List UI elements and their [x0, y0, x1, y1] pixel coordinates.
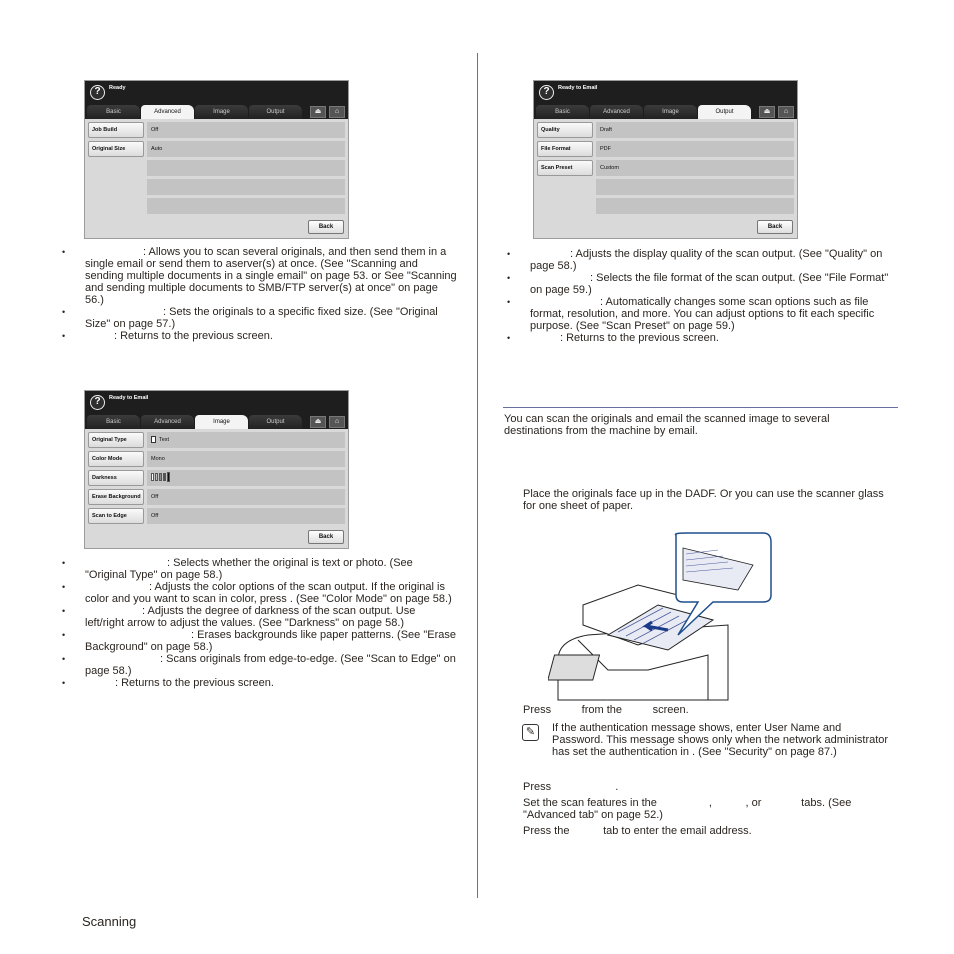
option-row [537, 160, 794, 176]
list-item: • : Sets the originals to a specific fixed size. (See "Original Size" on page 57.) [62, 306, 457, 330]
column-divider [477, 53, 478, 898]
empty-row [88, 160, 345, 176]
color-mode-value: Mono [147, 451, 345, 467]
option-row [88, 432, 345, 448]
option-row [88, 122, 345, 138]
scan-to-edge-button[interactable]: Scan to Edge [88, 508, 144, 524]
back-button[interactable]: Back [308, 220, 344, 234]
quality-button[interactable]: Quality [537, 122, 593, 138]
list-item: • : Allows you to scan several originals, and then send them in a single email or send them to aserver(s) at once. (See "Scanning and sending multiple documents in a single email" on page 53. or See "Scanning and sending multiple documents to SMB/FTP server(s) at once" on page 56.) [62, 246, 457, 306]
advanced-option-list [62, 246, 457, 342]
list-item: • : Returns to the previous screen. [507, 332, 902, 344]
tab-image[interactable]: Image [195, 105, 248, 119]
list-item: • : Selects the file format of the scan output. (See "File Format" on page 59.) [507, 272, 902, 296]
job-status-icon[interactable]: ⏏ [310, 106, 326, 118]
quality-value: Draft [596, 122, 794, 138]
erase-background-value: Off [147, 489, 345, 505]
email-intro: You can scan the originals and email the scanned image to several destinations from the machine by email. [504, 413, 830, 437]
tab-advanced[interactable]: Advanced [590, 105, 643, 119]
tab-image[interactable]: Image [644, 105, 697, 119]
option-row [537, 141, 794, 157]
home-icon[interactable]: ⌂ [329, 416, 345, 428]
job-status-icon[interactable]: ⏏ [310, 416, 326, 428]
list-item: • : Erases backgrounds like paper patterns. (See "Erase Background" on page 58.) [62, 629, 457, 653]
empty-row [537, 179, 794, 195]
list-item: • : Scans originals from edge-to-edge. (See "Scan to Edge" on page 58.) [62, 653, 457, 677]
help-icon[interactable]: ? [90, 85, 105, 100]
tab-basic[interactable]: Basic [536, 105, 589, 119]
lcd-panel-output [533, 80, 798, 239]
tab-basic[interactable]: Basic [87, 415, 140, 429]
home-icon[interactable]: ⌂ [778, 106, 794, 118]
printer-dadf-illustration [548, 530, 778, 702]
list-item: • : Returns to the previous screen. [62, 677, 457, 689]
darkness-value [147, 470, 345, 486]
list-item: • : Automatically changes some scan options such as file format, resolution, and more. You can adjust options to fit each specific purpose. (See "Scan Preset" on page 59.) [507, 296, 902, 332]
file-format-button[interactable]: File Format [537, 141, 593, 157]
image-option-list [62, 557, 457, 689]
tab-bar [85, 415, 348, 429]
tab-bar [534, 105, 797, 119]
erase-background-button[interactable]: Erase Background [88, 489, 144, 505]
original-type-value: Text [147, 432, 345, 448]
step-place-originals: Place the originals face up in the DADF. Or you can use the scanner glass for one sheet of paper. [523, 488, 884, 512]
list-item: • : Adjusts the display quality of the scan output. (See "Quality" on page 58.) [507, 248, 902, 272]
text-document-icon [151, 436, 156, 443]
list-item: • : Selects whether the original is text or photo. (See "Original Type" on page 58.) [62, 557, 457, 581]
empty-row [88, 198, 345, 214]
step-press-button: Press . [523, 781, 619, 793]
status-bar [85, 391, 348, 415]
status-text: Ready to Email [558, 85, 598, 91]
job-build-value: Off [147, 122, 345, 138]
darkness-button[interactable]: Darkness [88, 470, 144, 486]
tab-basic[interactable]: Basic [87, 105, 140, 119]
original-size-button[interactable]: Original Size [88, 141, 144, 157]
status-text: Ready [109, 85, 126, 91]
tab-advanced[interactable]: Advanced [141, 105, 194, 119]
scan-preset-button[interactable]: Scan Preset [537, 160, 593, 176]
tab-image[interactable]: Image [195, 415, 248, 429]
option-row [88, 489, 345, 505]
status-bar [534, 81, 797, 105]
job-status-icon[interactable]: ⏏ [759, 106, 775, 118]
step-enter-email: Press the tab to enter the email address. [523, 825, 752, 837]
original-type-button[interactable]: Original Type [88, 432, 144, 448]
home-icon[interactable]: ⌂ [329, 106, 345, 118]
empty-row [88, 179, 345, 195]
option-row [88, 141, 345, 157]
option-row [537, 122, 794, 138]
step-set-features: Set the scan features in the , , or tabs. (See "Advanced tab" on page 52.) [523, 797, 855, 821]
option-row [88, 508, 345, 524]
lcd-panel-advanced [84, 80, 349, 239]
color-mode-button[interactable]: Color Mode [88, 451, 144, 467]
tab-output[interactable]: Output [249, 105, 302, 119]
tab-output[interactable]: Output [249, 415, 302, 429]
back-button[interactable]: Back [308, 530, 344, 544]
file-format-value: PDF [596, 141, 794, 157]
empty-row [537, 198, 794, 214]
original-size-value: Auto [147, 141, 345, 157]
scan-to-edge-value: Off [147, 508, 345, 524]
help-icon[interactable]: ? [539, 85, 554, 100]
scan-preset-value: Custom [596, 160, 794, 176]
list-item: • : Adjusts the degree of darkness of the scan output. Use left/right arrow to adjust the values. (See "Darkness" on page 58.) [62, 605, 457, 629]
footer-section-title: Scanning [82, 914, 137, 929]
step-press-email: Press from the screen. [523, 704, 689, 716]
lcd-panel-image [84, 390, 349, 549]
status-bar [85, 81, 348, 105]
output-option-list [507, 248, 902, 344]
list-item: • : Adjusts the color options of the scan output. If the original is color and you want to scan in color, press . (See "Color Mode" on page 58.) [62, 581, 457, 605]
section-divider [503, 407, 898, 408]
tab-bar [85, 105, 348, 119]
back-button[interactable]: Back [757, 220, 793, 234]
help-icon[interactable]: ? [90, 395, 105, 410]
option-row [88, 451, 345, 467]
authentication-note: ✎ If the authentication message shows, enter User Name and Password. This message shows only when the network administrator has set the authentication in . (See "Security" on page 87.) [523, 722, 893, 758]
status-text: Ready to Email [109, 395, 149, 401]
option-row [88, 470, 345, 486]
note-pencil-icon: ✎ [522, 724, 539, 741]
tab-output[interactable]: Output [698, 105, 751, 119]
job-build-button[interactable]: Job Build [88, 122, 144, 138]
darkness-level-icon [151, 473, 170, 482]
tab-advanced[interactable]: Advanced [141, 415, 194, 429]
list-item: • : Returns to the previous screen. [62, 330, 457, 342]
